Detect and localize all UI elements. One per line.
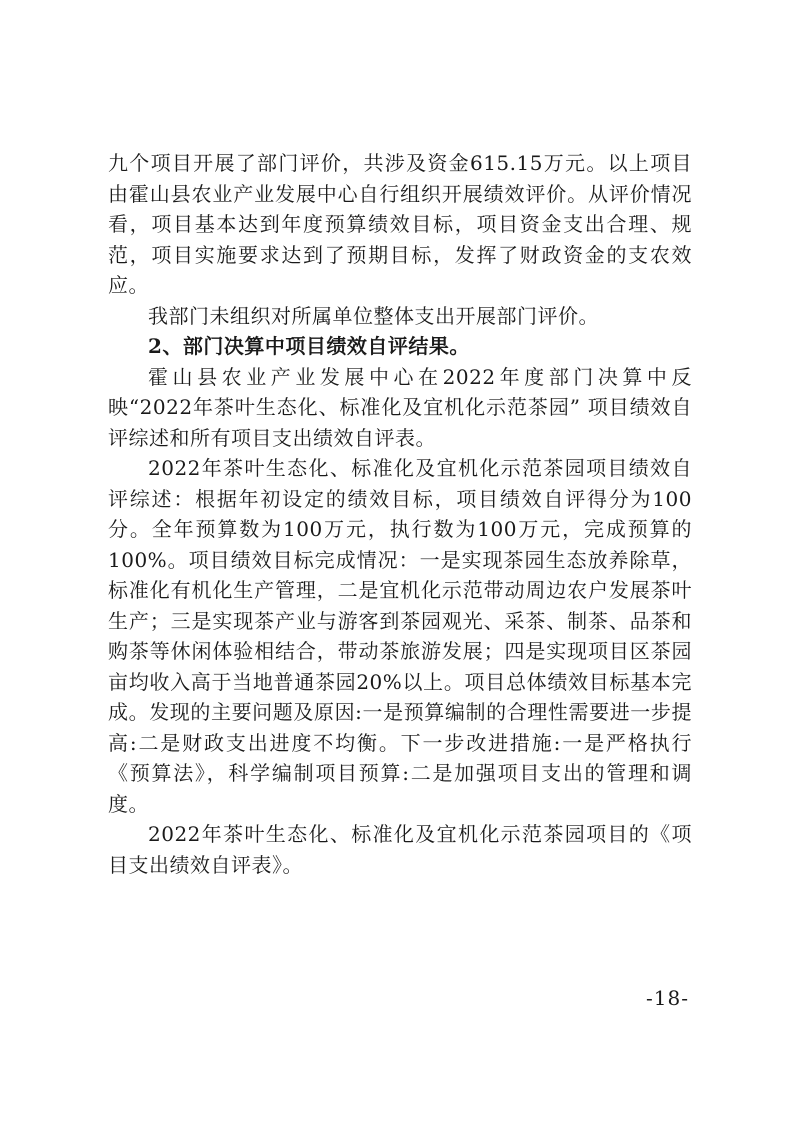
paragraph-self-evaluation-table: 2022年茶叶生态化、标准化及宜机化示范茶园项目的《项目支出绩效自评表》。 xyxy=(108,822,692,877)
document-body xyxy=(108,148,692,880)
paragraph-project-self-evaluation: 2022年茶叶生态化、标准化及宜机化示范茶园项目绩效自评综述：根据年初设定的绩效目标，项目绩效自评得分为100分。全年预算数为100万元，执行数为100万元，完成预算的100%。项目绩效目标完成情况：一是实现茶园生态放养除草，标准化有机化生产管理，二是宜机化示范带动周边农户发展茶叶生产；三是实现茶产业与游客到茶园观光、采茶、制茶、品茶和购茶等休闲体验相结合，带动茶旅游发展；四是实现项目区茶园亩均收入高于当地普通茶园20%以上。项目总体绩效目标基本完成。发现的主要问题及原因:一是预算编制的合理性需要进一步提高:二是财政支出进度不均衡。下一步改进措施:一是严格执行《预算法》，科学编制项目预算:二是加强项目支出的管理和调度。 xyxy=(108,456,692,816)
paragraph-no-unit-evaluation: 我部门未组织对所属单位整体支出开展部门评价。 xyxy=(148,303,599,328)
page-number: -18- xyxy=(646,986,689,1010)
paragraph-final-accounts-report: 霍山县农业产业发展中心在2022年度部门决算中反映“2022年茶叶生态化、标准化及宜机化示范茶园” 项目绩效自评综述和所有项目支出绩效自评表。 xyxy=(108,364,692,450)
paragraph-evaluation-summary: 九个项目开展了部门评价，共涉及资金615.15万元。以上项目由霍山县农业产业发展中心自行组织开展绩效评价。从评价情况看，项目基本达到年度预算绩效目标，项目资金支出合理、规范，项目实施要求达到了预期目标，发挥了财政资金的支农效应。 xyxy=(108,151,692,297)
section-heading-self-evaluation: 2、部门决算中项目绩效自评结果。 xyxy=(148,334,470,358)
